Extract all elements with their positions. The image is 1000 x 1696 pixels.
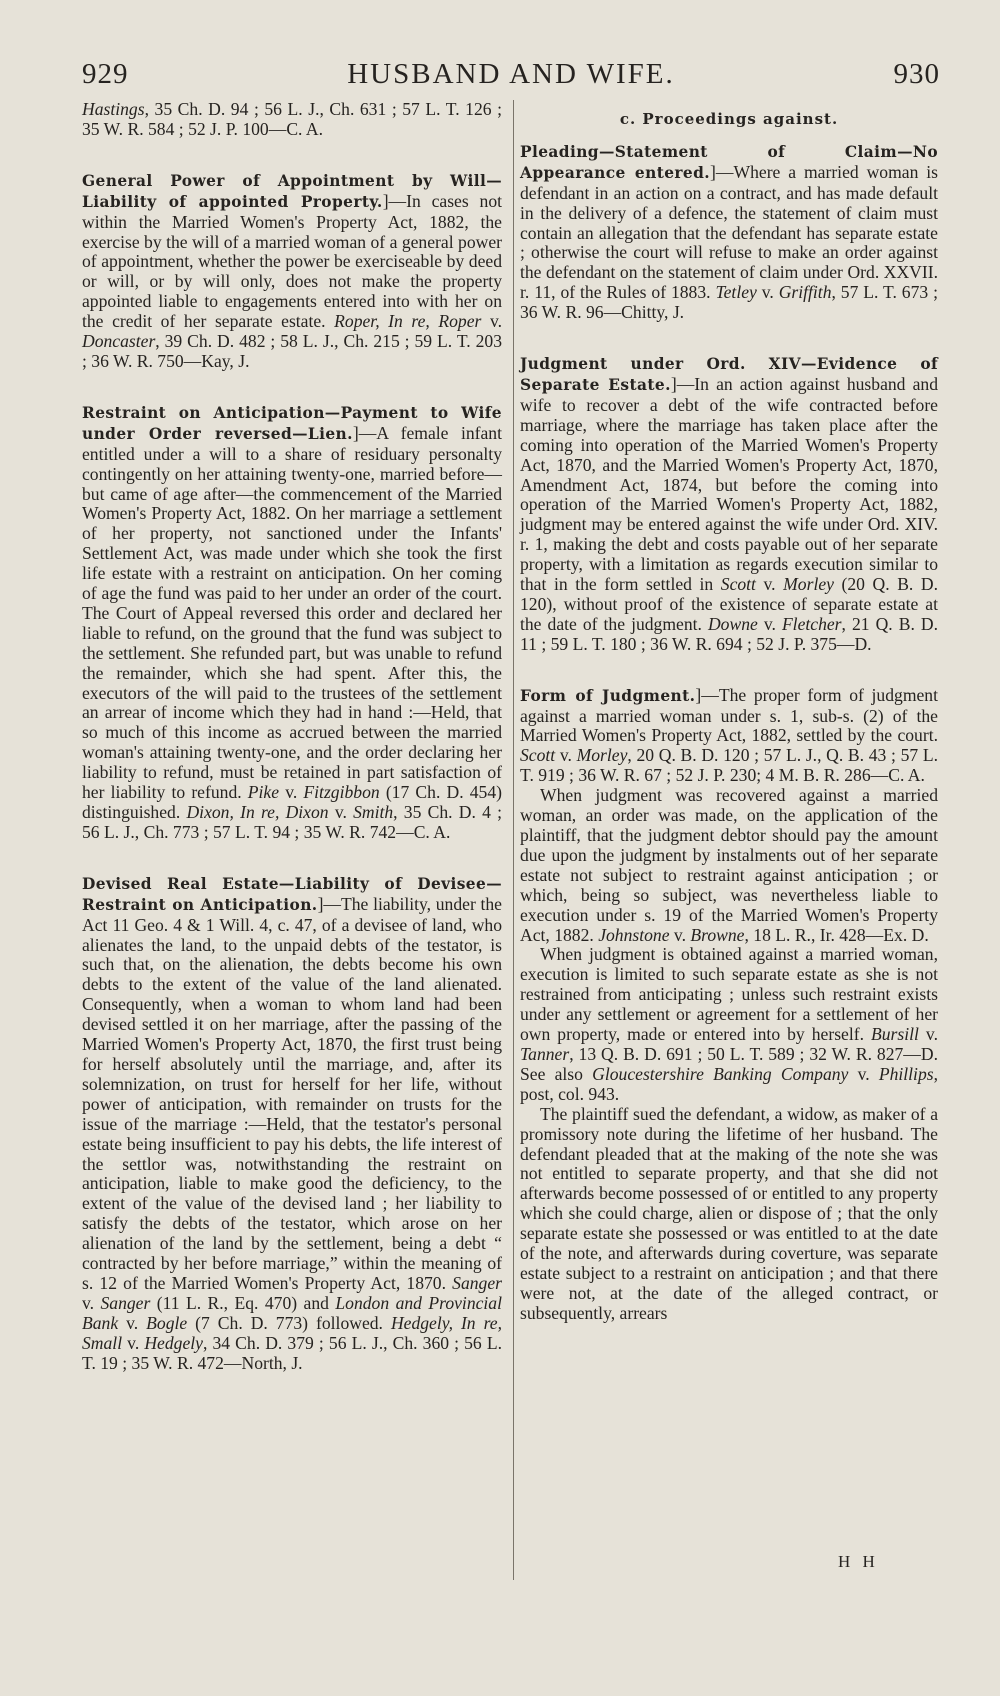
citation-text: v. (756, 282, 779, 303)
citation-text: (20 Q. B. D. 120), without proof of the existence of separate estate at the date of the judgment. (520, 574, 939, 634)
case-name: Bursill (871, 1024, 919, 1045)
case-name: Hastings (82, 99, 145, 119)
entry-body: ]—In an action against husband and wife to recover a debt of the wife contracted before marriage, where the marriage has taken place after the coming into operation of the Married Women's Property Act, 1870, and the Married Women's Property Act, 1870, Amendment Act, 1874, but before the coming into operation of the Married Women's Property Act, 1882, judgment may be entered against the wife under Ord. XIV. r. 1, making the debt and costs payable out of her separate property, with a limitation as regards execution similar to that in the form settled in (520, 373, 938, 595)
entry-judgment-under-ord-xiv (520, 354, 938, 655)
page-header (82, 58, 940, 98)
entry-body: ]—In cases not within the Married Women's Property Act, 1882, the exercise by the will of a married woman of a general power of appointment, whether the power be exerciseable by deed or will, or by will only, does not make the property appointed liable to engagements entered into with her on the credit of her separate estate. (82, 190, 503, 332)
entry-body: ]—The liability, under the Act 11 Geo. 4 & 1 Will. 4, c. 47, of a devisee of land, who alienates the land, to the unpaid debts of the testator, is such that, on the alienation, the debts become his own debts to the extent of the value of the land alienated. Consequently, when a woman to whom land had been devised settled it on her marriage, after the passing of the Married Women's Property Act, 1870, the first trust being for herself absolutely until the marriage, and, after its solemnization, on trust for herself for her life, without power of anticipation, with remainder on trusts for the issue of the marriage :—Held, that the testator's personal estate being insufficient to pay his debts, the life interest of the settlor was, notwithstanding the restraint on anticipation, liable to make good the deficiency, to the extent of the value of the devised land ; her liability to satisfy the debts of the testator, which arose on her alienation of the land by the settlement, being a debt “ contracted by her before marriage,” within the meaning of s. 12 of the Married Women's Property Act, 1870. (82, 893, 502, 1293)
column-divider (513, 100, 514, 1580)
paragraph-text: When judgment was recovered against a married woman, an order was made, on the application of the plaintiff, that the judgment debtor should pay the amount due upon the judgment by instalments out of her separate estate not subject to restraint against anticipation ; or which, being so subject, was nevertheless liable to execution under s. 19 of the Married Women's Property Act, 1882. (520, 785, 938, 945)
citation-text: , 34 Ch. D. 379 ; 56 L. J., Ch. 360 ; 56 L. T. 19 ; 35 W. R. 472—North, J. (82, 1332, 502, 1373)
case-name: Fitzgibbon (303, 782, 380, 803)
citation-text: v. (82, 1292, 101, 1313)
citation-text: , 21 Q. B. D. 11 ; 59 L. T. 180 ; 36 W. R. 694 ; 52 J. P. 375—D. (520, 613, 938, 654)
citation-text: (17 Ch. D. 454) distinguished. (82, 782, 502, 822)
case-name: Gloucestershire Banking Company (592, 1063, 849, 1084)
citation-text: v. (481, 311, 502, 332)
running-title: HUSBAND AND WIFE. (347, 58, 675, 90)
case-name: Smith (353, 802, 394, 822)
case-name: Dixon, In re, Dixon (186, 802, 329, 822)
entry-devised-real-estate (82, 874, 502, 1374)
case-name: Fletcher (781, 613, 842, 634)
citation-text: v. (669, 924, 691, 945)
citation-text: (7 Ch. D. 773) followed. (187, 1312, 391, 1333)
case-name: Bogle (146, 1312, 188, 1333)
citation-text: v. (918, 1024, 938, 1045)
case-name: Scott (520, 745, 556, 766)
case-name: Tanner (520, 1043, 570, 1064)
case-name: Downe (707, 613, 758, 634)
citation-text: v. (118, 1312, 147, 1333)
entry-body: ]—A female infant entitled under a will to a share of residuary personalty contingently on her attaining twenty-one, married before—but came of age after—the commencement of the Married Women's Property Act, 1882. On her marriage a settlement of her property, not sanctioned under the Infants' Settlement Act, was made under which she took the first life estate with a restraint on anticipation. On her coming of age the fund was paid to her under an order of the court. The Court of Appeal reversed this order and declared her liable to refund, on the ground that the fund was subject to the settlement. She refunded part, but was unable to refund the remainder, which she had spent. After this, the executors of the will paid to the trustees of the settlement an arrear of income which they had in hand :—Held, that so much of this income as accrued between the married woman's attaining twenty-one, and the order declaring her liability to refund, must be retained in part satisfaction of her liability to refund. (82, 422, 502, 803)
case-name: Pike (247, 782, 280, 803)
citation-text: , post, col. 943. (520, 1063, 938, 1104)
paragraph (520, 945, 938, 1104)
citation-text: , 20 Q. B. D. 120 ; 57 L. J., Q. B. 43 ; 57 L. T. 919 ; 36 W. R. 67 ; 52 J. P. 230; 4 M. B. R. 286—C. A. (520, 745, 938, 786)
citation-text: v. (848, 1063, 879, 1084)
citation-text: v. (279, 782, 304, 803)
citation-text: v. (755, 574, 784, 595)
case-name: Tetley (715, 282, 757, 303)
citation-text: v. (122, 1332, 145, 1353)
entry-heading: Form of Judgment. (520, 686, 696, 705)
entry-form-of-judgment (520, 686, 938, 1324)
entry-heading: Restraint on Anticipation—Payment to Wife under Order reversed—Lien. (82, 403, 502, 443)
entry-heading: General Power of Appointment by Will—Liability of appointed Property. (82, 171, 502, 211)
paragraph-text: When judgment is obtained against a married woman, execution is limited to such separate estate as she is not restrained from anticipating ; unless such restraint exists under any settlement or agreement for a settlement of her own property, made or entered into by herself. (520, 944, 938, 1045)
case-name: Scott (720, 574, 756, 595)
page-number-right: 930 (893, 58, 940, 90)
paragraph (520, 786, 938, 945)
entry-pleading-statement-of-claim (520, 142, 938, 323)
citation-text: v. (328, 802, 354, 822)
case-name: Johnstone (598, 924, 670, 945)
entry-body: ]—Where a married woman is defendant in an action on a contract, and has made default in the delivery of a defence, the statement of claim must contain an allegation that the defendant has separate estate ; otherwise the court will refuse to make an order against the defendant on the statement of claim under Ord. XXVII. r. 11, of the Rules of 1883. (520, 161, 938, 303)
case-name: Phillips (878, 1063, 934, 1084)
entry-heading: Devised Real Estate—Liability of Devisee—Restraint on Anticipation. (82, 874, 502, 914)
case-name: Sanger (100, 1292, 151, 1313)
right-column (520, 100, 938, 1355)
entry-body: ]—The proper form of judgment against a married woman under s. 1, sub-s. (2) of the Married Women's Property Act, 1882, settled by the court. (520, 684, 938, 746)
left-column (82, 100, 502, 1404)
case-name: Sanger (452, 1272, 502, 1293)
entry-general-power-of-appointment (82, 171, 502, 372)
case-name: Morley (783, 574, 834, 595)
citation-text: , 39 Ch. D. 482 ; 58 L. J., Ch. 215 ; 59 L. T. 203 ; 36 W. R. 750—Kay, J. (82, 331, 502, 371)
section-subheading: c. Proceedings against. (619, 110, 839, 128)
paragraph-text: The plaintiff sued the defendant, a widow, as maker of a promissory note during the lifetime of her husband. The defendant pleaded that at the making of the note she was not entitled to separate property, and that she did not afterwards become possessed of or entitled to any property which she could charge, alien or dispose of ; that the only separate estate she possessed or was entitled to at the date of the note, and afterwards during coverture, was separate estate subject to a restraint on anticipation ; and that there were not, at the date of the alleged contract, or subsequently, arrears (520, 1103, 938, 1323)
citation-text: , 35 Ch. D. 94 ; 56 L. J., Ch. 631 ; 57 L. T. 126 ; 35 W. R. 584 ; 52 J. P. 100—C. A. (82, 99, 502, 139)
page-number-left: 929 (82, 58, 129, 90)
citation-text: v. (757, 613, 782, 634)
paragraph (520, 1105, 938, 1324)
citation-text: (11 L. R., Eq. 470) and (150, 1292, 336, 1313)
entry-restraint-on-anticipation (82, 403, 502, 843)
case-name: Hedgely, In re, Small (82, 1312, 502, 1353)
case-name: Hedgely (144, 1332, 203, 1353)
case-name: Griffith (778, 282, 832, 303)
entry-heading: Judgment under Ord. XIV—Evidence of Separate Estate. (520, 355, 938, 394)
case-name: Doncaster (82, 331, 156, 352)
case-name: London and Provincial Bank (82, 1292, 502, 1333)
continued-citation (82, 100, 502, 140)
citation-text: , 57 L. T. 673 ; 36 W. R. 96—Chitty, J. (520, 282, 938, 323)
case-name: Roper, In re, Roper (334, 311, 482, 332)
entry-heading: Pleading—Statement of Claim—No Appearance entered. (520, 142, 938, 182)
citation-text: , 18 L. R., Ir. 428—Ex. D. (744, 924, 929, 945)
signature-mark: H H (838, 1552, 879, 1571)
citation-text: v. (555, 745, 577, 766)
case-name: Morley (576, 745, 628, 766)
citation-text: , 13 Q. B. D. 691 ; 50 L. T. 589 ; 32 W. R. 827—D. See also (520, 1043, 938, 1084)
case-name: Browne (690, 924, 745, 945)
citation-text: , 35 Ch. D. 4 ; 56 L. J., Ch. 773 ; 57 L. T. 94 ; 35 W. R. 742—C. A. (82, 802, 502, 842)
